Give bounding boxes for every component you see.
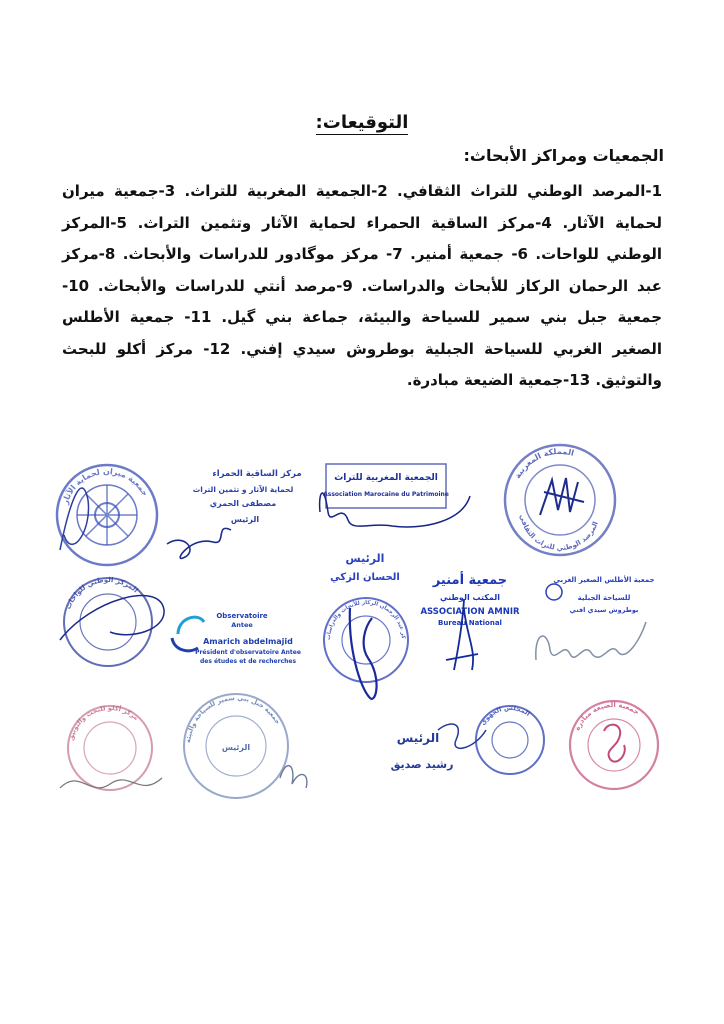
svg-text:Président d'observatoire Antee: Président d'observatoire Antee	[195, 649, 301, 656]
stamp-amnir-association	[406, 570, 526, 690]
svg-text:des études et de recherches: des études et de recherches	[199, 658, 297, 665]
svg-text:Association Marocaine du Patri: Association Marocaine du Patrimoine	[323, 491, 449, 498]
svg-text:مصطفى الحمري: مصطفى الحمري	[209, 499, 277, 508]
svg-text:المجلس الجهوي: المجلس الجهوي	[478, 703, 532, 727]
svg-text:Observatoire: Observatoire	[216, 612, 268, 620]
stamp-observatoire-antee	[168, 608, 308, 678]
stamp-regional-council	[470, 700, 550, 780]
svg-text:المركز الوطني للواحات: المركز الوطني للواحات	[64, 575, 140, 611]
svg-text:جمعية الضيعة مبادرة: جمعية الضيعة مبادرة	[573, 700, 641, 732]
svg-text:المملكة المغربية: المملكة المغربية	[512, 446, 575, 481]
associations-subheading: الجمعيات ومراكز الأبحاث:	[463, 146, 664, 165]
stamp-national-oasis-center	[50, 570, 170, 670]
stamp-national-heritage-observatory	[500, 440, 620, 560]
signatures-stamps-area	[30, 440, 700, 810]
svg-text:ASSOCIATION AMNIR: ASSOCIATION AMNIR	[420, 607, 520, 617]
svg-text:جمعية الأطلس الصغير الغربي: جمعية الأطلس الصغير الغربي	[553, 576, 655, 584]
svg-text:بوطروش سيدي افني: بوطروش سيدي افني	[569, 606, 639, 614]
svg-text:الحسان الزكي: الحسان الزكي	[330, 572, 400, 583]
svg-text:الجمعية المغربية للتراث: الجمعية المغربية للتراث	[334, 473, 438, 483]
stamp-aglou-research-center	[50, 698, 170, 808]
svg-text:الرئيس: الرئيس	[345, 552, 385, 565]
svg-text:لحماية الآثار و تثمين التراث: لحماية الآثار و تثمين التراث	[192, 485, 294, 494]
stamp-dayaa-initiative	[564, 695, 664, 795]
svg-text:المرصد الوطني للتراث الثقافي: المرصد الوطني للتراث الثقافي	[518, 513, 600, 553]
svg-text:الرئيس: الرئيس	[396, 731, 440, 745]
stamp-western-anti-atlas-association	[530, 570, 660, 670]
stamp-moroccan-heritage-association	[312, 452, 472, 544]
stamp-saqia-hamra-center	[165, 462, 302, 567]
svg-text:الرئيس: الرئيس	[230, 515, 260, 524]
svg-text:Antee: Antee	[231, 621, 253, 629]
svg-text:مركز عبد الرحمان الركاز للأبحا: مركز عبد الرحمان الركاز للأبحاث والدراسات	[318, 584, 407, 641]
signatories-list: 1-المرصد الوطني للتراث الثقافي. 2-الجمعية المغربية للتراث. 3-جمعية ميران لحماية الآثار. 4-مركز الساقية الحمراء لحماية الآثار وتثمين التراث. 5-المركز الوطني للواحات. 6- جمعية أمنير. 7- مركز موگادور للدراسات والأبحاث. 8-مركز عبد الرحمان الركاز للأبحاث والدراسات. 9-مرصد أنتي للدراسات والأبحاث. 10- جمعية جبل بني سمير للسياحة والبيئة، جماعة بني گيل. 11- جمعية الأطلس الصغير الغربي للسياحة الجبلية بوطروش سيدي إفني. 12- مركز أكلو للبحث والتوثيق. 13-جمعية الضيعة مبادرة.	[62, 182, 663, 389]
svg-text:Amarich abdelmajid: Amarich abdelmajid	[203, 637, 293, 646]
stamp-jbel-beni-smir-association	[170, 688, 320, 808]
svg-text:جمعية أمنير: جمعية أمنير	[432, 573, 508, 588]
svg-text:جمعية جبل بني سمير للسياحة وال: جمعية جبل بني سمير للسياحة والبيئة	[184, 693, 282, 744]
svg-text:للسياحة الجبلية: للسياحة الجبلية	[577, 594, 631, 602]
svg-text:مركز الساقية الحمراء: مركز الساقية الحمراء	[212, 469, 302, 479]
stamp-abderrahman-rakkaz-center	[318, 584, 420, 708]
signatures-heading: التوقيعات:	[315, 112, 409, 133]
svg-text:جمعية ميران لحماية الآثار: جمعية ميران لحماية الآثار	[60, 466, 150, 506]
stamp-president-hassan-zaki	[320, 548, 410, 588]
svg-text:الرئيس: الرئيس	[221, 743, 251, 752]
svg-text:رشيد صديق: رشيد صديق	[390, 758, 454, 771]
svg-text:المكتب الوطني: المكتب الوطني	[440, 593, 500, 602]
svg-text:Bureau National: Bureau National	[438, 619, 502, 627]
stamp-miran-association	[52, 460, 162, 570]
svg-text:مركز أكلو للبحث والتوثيق: مركز أكلو للبحث والتوثيق	[66, 703, 141, 742]
